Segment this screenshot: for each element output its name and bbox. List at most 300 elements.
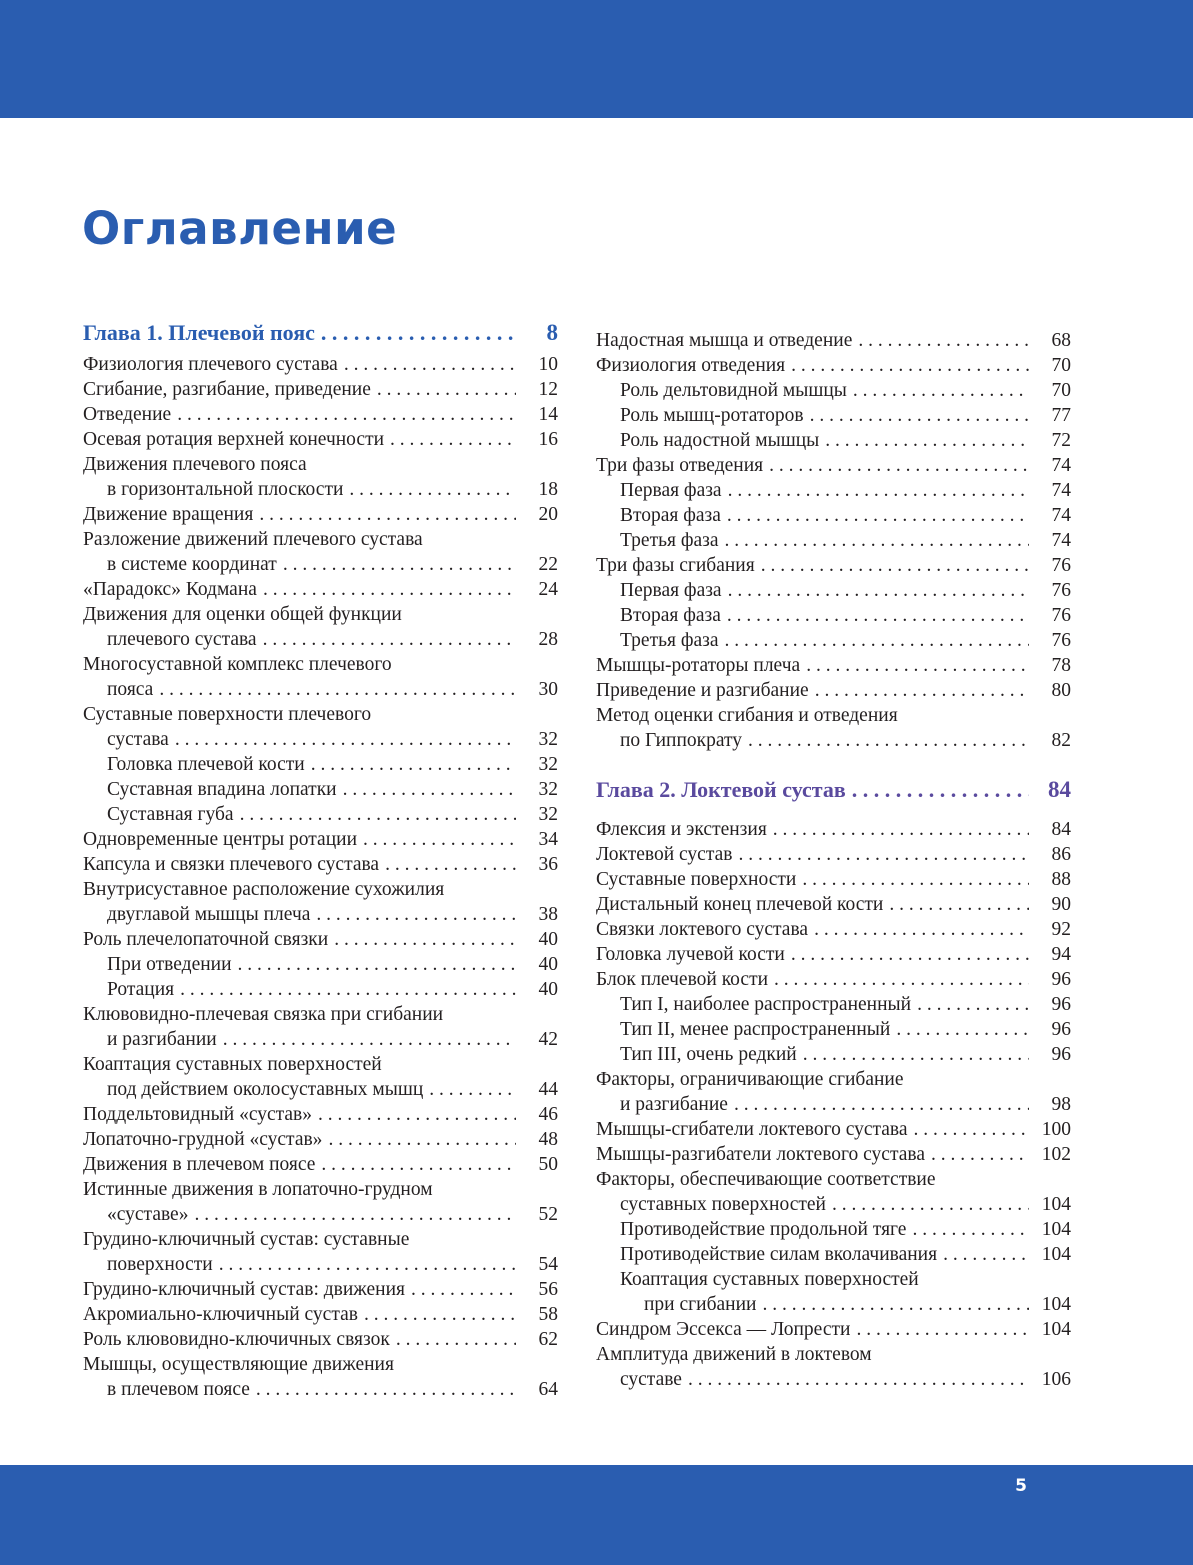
toc-entry[interactable] [83, 1127, 558, 1152]
toc-entry-title: Движения для оценки общей функции [83, 604, 402, 625]
toc-entry-page: 104 [1041, 1319, 1071, 1340]
dot-leader [814, 917, 1029, 942]
dot-leader [762, 1292, 1029, 1317]
dot-leader [931, 1142, 1029, 1167]
toc-entry[interactable] [83, 777, 558, 802]
toc-entry-title: суставных поверхностей [620, 1194, 826, 1215]
toc-entry-title: «Парадокс» Кодмана [83, 579, 257, 600]
dot-leader [396, 1327, 516, 1352]
toc-entry-page: 74 [1051, 530, 1071, 551]
toc-entry-title: Осевая ротация верхней конечности [83, 429, 385, 450]
toc-entry-title: Суставная губа [107, 804, 234, 825]
toc-entry-title: Многосуставной комплекс плечевого [83, 654, 392, 675]
toc-entry[interactable] [596, 503, 1071, 528]
chapter-page: 8 [546, 320, 558, 345]
toc-entry[interactable] [596, 378, 1071, 403]
toc-entry[interactable] [596, 553, 1071, 578]
toc-entry-title: Суставные поверхности [596, 869, 797, 890]
toc-entry-title: Вторая фаза [620, 605, 721, 626]
toc-entry[interactable] [596, 1342, 1071, 1367]
toc-entry-title: Коаптация суставных поверхностей [83, 1054, 382, 1075]
toc-entry-title: Мышцы, осуществляющие движения [83, 1354, 394, 1375]
toc-entry[interactable] [596, 1142, 1071, 1167]
toc-entry-title: Тип I, наиболее распространенный [620, 994, 912, 1015]
dot-leader [943, 1242, 1029, 1267]
toc-entry-title: Связки локтевого сустава [596, 919, 809, 940]
toc-entry[interactable] [596, 728, 1071, 753]
toc-entry-title: Ротация [107, 979, 175, 1000]
dot-leader [856, 1317, 1029, 1342]
toc-entry-page: 72 [1051, 430, 1071, 451]
dot-leader [219, 1252, 516, 1277]
toc-entry[interactable] [596, 328, 1071, 353]
toc-entry-title: Роль мышц-ротаторов [620, 405, 804, 426]
dot-leader [316, 902, 516, 927]
toc-entry[interactable] [83, 1252, 558, 1277]
toc-entry-title: Синдром Эссекса — Лопрести [596, 1319, 851, 1340]
dot-leader [728, 478, 1029, 503]
dot-leader [349, 477, 516, 502]
toc-entry-page: 82 [1051, 730, 1071, 751]
toc-entry-page: 32 [538, 804, 558, 825]
toc-entry-page: 52 [538, 1204, 558, 1225]
toc-entry[interactable] [83, 652, 558, 677]
dot-leader [194, 1202, 516, 1227]
toc-entry-page: 10 [538, 354, 558, 375]
toc-entry-page: 14 [538, 404, 558, 425]
toc-entry[interactable] [596, 1092, 1071, 1117]
toc-entry[interactable] [83, 1277, 558, 1302]
toc-entry-title: Физиология отведения [596, 355, 786, 376]
dot-leader [810, 403, 1029, 428]
dot-leader [806, 653, 1029, 678]
toc-entry-page: 76 [1051, 580, 1071, 601]
toc-entry[interactable] [596, 703, 1071, 728]
toc-entry[interactable] [83, 552, 558, 577]
toc-entry[interactable] [83, 602, 558, 627]
chapter-title: Глава 1. Плечевой пояс [83, 320, 315, 345]
toc-entry[interactable] [83, 1227, 558, 1252]
toc-entry-title: Головка лучевой кости [596, 944, 785, 965]
toc-entry-title: Первая фаза [620, 480, 722, 501]
toc-entry-title: Мышцы-ротаторы плеча [596, 655, 801, 676]
toc-entry[interactable] [596, 428, 1071, 453]
toc-entry[interactable] [596, 892, 1071, 917]
toc-entry-title: Одновременные центры ротации [83, 829, 358, 850]
toc-entry[interactable] [596, 992, 1071, 1017]
toc-entry-title: двуглавой мышцы плеча [107, 904, 311, 925]
chapter-heading[interactable] [83, 318, 558, 348]
toc-entry[interactable] [596, 1292, 1071, 1317]
dot-leader [832, 1192, 1029, 1217]
dot-leader [889, 892, 1029, 917]
toc-entry-title: Надостная мышца и отведение [596, 330, 853, 351]
toc-entry[interactable] [596, 842, 1071, 867]
dot-leader [180, 977, 516, 1002]
toc-entry-page: 104 [1041, 1294, 1071, 1315]
toc-entry-page: 48 [538, 1129, 558, 1150]
toc-entry-title: Сгибание, разгибание, приведение [83, 379, 371, 400]
toc-entry[interactable] [596, 478, 1071, 503]
toc-entry-title: Роль дельтовидной мышцы [620, 380, 847, 401]
toc-entry-page: 20 [538, 504, 558, 525]
toc-entry-title: Метод оценки сгибания и отведения [596, 705, 898, 726]
toc-entry-page: 104 [1041, 1244, 1071, 1265]
dot-leader [159, 677, 516, 702]
toc-column-left [83, 318, 558, 1402]
toc-entry-page: 38 [538, 904, 558, 925]
toc-entry-title: Грудино-ключичный сустав: суставные [83, 1229, 410, 1250]
toc-entry[interactable] [83, 1002, 558, 1027]
toc-entry[interactable] [596, 1317, 1071, 1342]
toc-entry-title: суставе [620, 1369, 682, 1390]
toc-entry[interactable] [596, 1042, 1071, 1067]
toc-entry-title: Движение вращения [83, 504, 254, 525]
toc-entry-page: 104 [1041, 1194, 1071, 1215]
dot-leader [343, 777, 516, 802]
toc-entry-page: 70 [1051, 380, 1071, 401]
toc-entry-page: 22 [538, 554, 558, 575]
toc-entry-title: «суставе» [107, 1204, 189, 1225]
dot-leader [344, 352, 516, 377]
page-number: 5 [1015, 1476, 1027, 1496]
footer-band [0, 1465, 1193, 1565]
toc-entry-title: поверхности [107, 1254, 213, 1275]
toc-entry[interactable] [596, 1117, 1071, 1142]
dot-leader [377, 377, 516, 402]
toc-entry-page: 77 [1051, 405, 1071, 426]
toc-entry[interactable] [83, 352, 558, 377]
toc-entry[interactable] [596, 1217, 1071, 1242]
dot-leader [223, 1027, 516, 1052]
toc-entry[interactable] [83, 802, 558, 827]
toc-column-right [596, 328, 1071, 1392]
dot-leader [825, 428, 1029, 453]
dot-leader [321, 318, 516, 348]
toc-entry-title: в горизонтальной плоскости [107, 479, 344, 500]
toc-entry-title: Тип III, очень редкий [620, 1044, 797, 1065]
toc-entry-title: под действием околосуставных мышц [107, 1079, 424, 1100]
dot-leader [912, 1217, 1029, 1242]
page-title: Оглавление [82, 202, 398, 255]
toc-entry-page: 88 [1051, 869, 1071, 890]
dot-leader [852, 775, 1029, 805]
toc-entry-page: 40 [538, 954, 558, 975]
dot-leader [791, 353, 1029, 378]
dot-leader [727, 503, 1029, 528]
toc-entry[interactable] [596, 1067, 1071, 1092]
toc-entry-page: 96 [1051, 994, 1071, 1015]
toc-entry-page: 56 [538, 1279, 558, 1300]
toc-entry-title: при сгибании [644, 1294, 757, 1315]
dot-leader [318, 1102, 516, 1127]
toc-entry-title: Роль клювовидно-ключичных связок [83, 1329, 390, 1350]
toc-entry[interactable] [83, 927, 558, 952]
toc-entry-title: Приведение и разгибание [596, 680, 809, 701]
toc-entry-title: Поддельтовидный «сустав» [83, 1104, 313, 1125]
toc-entry-title: При отведении [107, 954, 232, 975]
toc-entry-page: 70 [1051, 355, 1071, 376]
toc-entry[interactable] [83, 752, 558, 777]
toc-entry[interactable] [596, 942, 1071, 967]
toc-entry-title: по Гиппократу [620, 730, 743, 751]
dot-leader [263, 627, 516, 652]
header-band [0, 0, 1193, 118]
toc-entry-page: 40 [538, 979, 558, 1000]
toc-entry-title: Третья фаза [620, 530, 719, 551]
dot-leader [802, 867, 1029, 892]
toc-entry-page: 76 [1051, 555, 1071, 576]
toc-entry[interactable] [596, 1267, 1071, 1292]
toc-entry-page: 76 [1051, 605, 1071, 626]
toc-entry[interactable] [83, 452, 558, 477]
toc-entry-title: Мышцы-разгибатели локтевого сустава [596, 1144, 925, 1165]
toc-entry[interactable] [596, 1017, 1071, 1042]
toc-entry-title: Локтевой сустав [596, 844, 733, 865]
toc-entry-page: 32 [538, 779, 558, 800]
toc-entry[interactable] [83, 577, 558, 602]
toc-entry[interactable] [83, 1027, 558, 1052]
toc-entry-title: Третья фаза [620, 630, 719, 651]
toc-entry-title: Суставные поверхности плечевого [83, 704, 372, 725]
toc-entry-page: 64 [538, 1379, 558, 1400]
chapter-page: 84 [1048, 777, 1071, 802]
toc-entry-title: в системе координат [107, 554, 277, 575]
toc-entry-title: Первая фаза [620, 580, 722, 601]
toc-entry[interactable] [83, 402, 558, 427]
toc-entry[interactable] [596, 1367, 1071, 1392]
toc-entry[interactable] [596, 453, 1071, 478]
toc-entry-title: Факторы, обеспечивающие соответствие [596, 1169, 936, 1190]
dot-leader [803, 1042, 1029, 1067]
toc-entry-page: 104 [1041, 1219, 1071, 1240]
toc-entry[interactable] [83, 1152, 558, 1177]
toc-entry[interactable] [83, 1202, 558, 1227]
chapter-heading[interactable] [596, 775, 1071, 805]
toc-entry[interactable] [83, 1377, 558, 1402]
toc-entry[interactable] [596, 578, 1071, 603]
dot-leader [853, 378, 1029, 403]
toc-entry-title: Истинные движения в лопаточно-грудном [83, 1179, 433, 1200]
toc-entry-page: 74 [1051, 480, 1071, 501]
toc-entry-page: 44 [538, 1079, 558, 1100]
toc-entry[interactable] [83, 677, 558, 702]
dot-leader [321, 1152, 516, 1177]
dot-leader [791, 942, 1029, 967]
toc-entry-page: 86 [1051, 844, 1071, 865]
toc-entry-title: Противодействие продольной тяге [620, 1219, 907, 1240]
toc-entry[interactable] [83, 1302, 558, 1327]
dot-leader [896, 1017, 1029, 1042]
toc-entry-title: Грудино-ключичный сустав: движения [83, 1279, 406, 1300]
toc-entry[interactable] [596, 817, 1071, 842]
dot-leader [334, 927, 516, 952]
toc-entry-title: Отведение [83, 404, 172, 425]
dot-leader [761, 553, 1029, 578]
dot-leader [385, 852, 516, 877]
dot-leader [738, 842, 1029, 867]
toc-entry-page: 32 [538, 729, 558, 750]
dot-leader [774, 967, 1029, 992]
toc-entry-title: Дистальный конец плечевой кости [596, 894, 884, 915]
dot-leader [917, 992, 1029, 1017]
toc-entry-title: Лопаточно-грудной «сустав» [83, 1129, 323, 1150]
toc-entry[interactable] [83, 427, 558, 452]
toc-entry-title: сустава [107, 729, 169, 750]
toc-entry[interactable] [596, 867, 1071, 892]
toc-entry[interactable] [596, 353, 1071, 378]
toc-entry-page: 74 [1051, 505, 1071, 526]
toc-entry-page: 84 [1051, 819, 1071, 840]
toc-entry-page: 96 [1051, 1019, 1071, 1040]
toc-entry-title: Клювовидно-плечевая связка при сгибании [83, 1004, 444, 1025]
toc-entry[interactable] [83, 702, 558, 727]
dot-leader [238, 952, 516, 977]
dot-leader [728, 578, 1029, 603]
toc-entry-title: Мышцы-сгибатели локтевого сустава [596, 1119, 908, 1140]
toc-entry[interactable] [83, 952, 558, 977]
toc-entry-title: Флексия и экстензия [596, 819, 767, 840]
dot-leader [364, 1302, 516, 1327]
toc-entry-page: 40 [538, 929, 558, 950]
dot-leader [263, 577, 516, 602]
toc-entry[interactable] [596, 1192, 1071, 1217]
toc-entry-page: 30 [538, 679, 558, 700]
toc-entry-title: в плечевом поясе [107, 1379, 250, 1400]
toc-entry[interactable] [83, 627, 558, 652]
dot-leader [411, 1277, 516, 1302]
dot-leader [177, 402, 516, 427]
toc-entry-page: 62 [538, 1329, 558, 1350]
toc-entry-title: Внутрисуставное расположение сухожилия [83, 879, 445, 900]
toc-entry-page: 98 [1051, 1094, 1071, 1115]
toc-entry-title: пояса [107, 679, 154, 700]
toc-entry-title: Движения плечевого пояса [83, 454, 307, 475]
dot-leader [748, 728, 1029, 753]
toc-entry-title: Движения в плечевом поясе [83, 1154, 316, 1175]
toc-entry[interactable] [596, 967, 1071, 992]
toc-entry-page: 78 [1051, 655, 1071, 676]
toc-entry[interactable] [596, 603, 1071, 628]
toc-entry[interactable] [83, 1052, 558, 1077]
dot-leader [429, 1077, 516, 1102]
toc-entry[interactable] [596, 403, 1071, 428]
toc-entry[interactable] [83, 1327, 558, 1352]
toc-entry-page: 58 [538, 1304, 558, 1325]
toc-entry-title: Суставная впадина лопатки [107, 779, 337, 800]
toc-entry-title: Роль надостной мышцы [620, 430, 820, 451]
toc-entry[interactable] [83, 1177, 558, 1202]
toc-entry-page: 74 [1051, 455, 1071, 476]
toc-entry-title: Амплитуда движений в локтевом [596, 1344, 872, 1365]
toc-entry-title: Коаптация суставных поверхностей [620, 1269, 919, 1290]
dot-leader [724, 628, 1029, 653]
toc-entry-page: 54 [538, 1254, 558, 1275]
toc-entry[interactable] [596, 678, 1071, 703]
toc-entry[interactable] [83, 1102, 558, 1127]
dot-leader [283, 552, 516, 577]
toc-entry-page: 42 [538, 1029, 558, 1050]
toc-entry[interactable] [83, 852, 558, 877]
toc-entry-page: 96 [1051, 969, 1071, 990]
dot-leader [390, 427, 516, 452]
toc-entry-title: Акромиально-ключичный сустав [83, 1304, 358, 1325]
toc-entry-page: 68 [1051, 330, 1071, 351]
toc-entry-page: 24 [538, 579, 558, 600]
toc-entry-page: 34 [538, 829, 558, 850]
toc-entry[interactable] [83, 377, 558, 402]
toc-entry-title: Физиология плечевого сустава [83, 354, 338, 375]
toc-entry[interactable] [596, 917, 1071, 942]
dot-leader [240, 802, 516, 827]
toc-entry[interactable] [83, 1352, 558, 1377]
toc-entry-page: 76 [1051, 630, 1071, 651]
toc-entry-title: Тип II, менее распространенный [620, 1019, 891, 1040]
toc-entry-page: 12 [538, 379, 558, 400]
toc-entry-page: 28 [538, 629, 558, 650]
toc-entry-title: Три фазы отведения [596, 455, 764, 476]
dot-leader [769, 453, 1029, 478]
dot-leader [175, 727, 516, 752]
dot-leader [688, 1367, 1029, 1392]
toc-entry-page: 18 [538, 479, 558, 500]
dot-leader [259, 502, 516, 527]
toc-entry[interactable] [83, 1077, 558, 1102]
toc-entry-title: Роль плечелопаточной связки [83, 929, 329, 950]
toc-entry[interactable] [83, 502, 558, 527]
toc-entry[interactable] [596, 1242, 1071, 1267]
toc-entry[interactable] [596, 628, 1071, 653]
toc-entry-title: Вторая фаза [620, 505, 721, 526]
toc-entry-title: и разгибании [107, 1029, 217, 1050]
toc-entry-page: 94 [1051, 944, 1071, 965]
toc-entry[interactable] [83, 477, 558, 502]
toc-entries [83, 352, 558, 1402]
dot-leader [815, 678, 1029, 703]
toc-entry[interactable] [83, 902, 558, 927]
toc-entry-page: 46 [538, 1104, 558, 1125]
toc-entry[interactable] [83, 727, 558, 752]
toc-entry-page: 80 [1051, 680, 1071, 701]
dot-leader [724, 528, 1029, 553]
toc-entry-page: 32 [538, 754, 558, 775]
toc-entry-title: Факторы, ограничивающие сгибание [596, 1069, 904, 1090]
toc-entry-title: Блок плечевой кости [596, 969, 769, 990]
toc-entry-page: 50 [538, 1154, 558, 1175]
toc-entry-title: плечевого сустава [107, 629, 257, 650]
toc-entry-page: 90 [1051, 894, 1071, 915]
dot-leader [734, 1092, 1029, 1117]
toc-entry[interactable] [83, 977, 558, 1002]
toc-entry[interactable] [83, 827, 558, 852]
toc-entry-title: Разложение движений плечевого сустава [83, 529, 423, 550]
dot-leader [328, 1127, 516, 1152]
toc-entry[interactable] [596, 1167, 1071, 1192]
toc-entry-page: 96 [1051, 1044, 1071, 1065]
toc-entry-title: Капсула и связки плечевого сустава [83, 854, 380, 875]
toc-entry-title: Противодействие силам вколачивания [620, 1244, 938, 1265]
dot-leader [727, 603, 1029, 628]
toc-entry-page: 102 [1041, 1144, 1071, 1165]
toc-entry[interactable] [83, 877, 558, 902]
toc-entry[interactable] [596, 528, 1071, 553]
toc-entry-page: 36 [538, 854, 558, 875]
dot-leader [363, 827, 516, 852]
toc-entry-page: 16 [538, 429, 558, 450]
toc-entry[interactable] [83, 527, 558, 552]
dot-leader [858, 328, 1029, 353]
toc-entry[interactable] [596, 653, 1071, 678]
